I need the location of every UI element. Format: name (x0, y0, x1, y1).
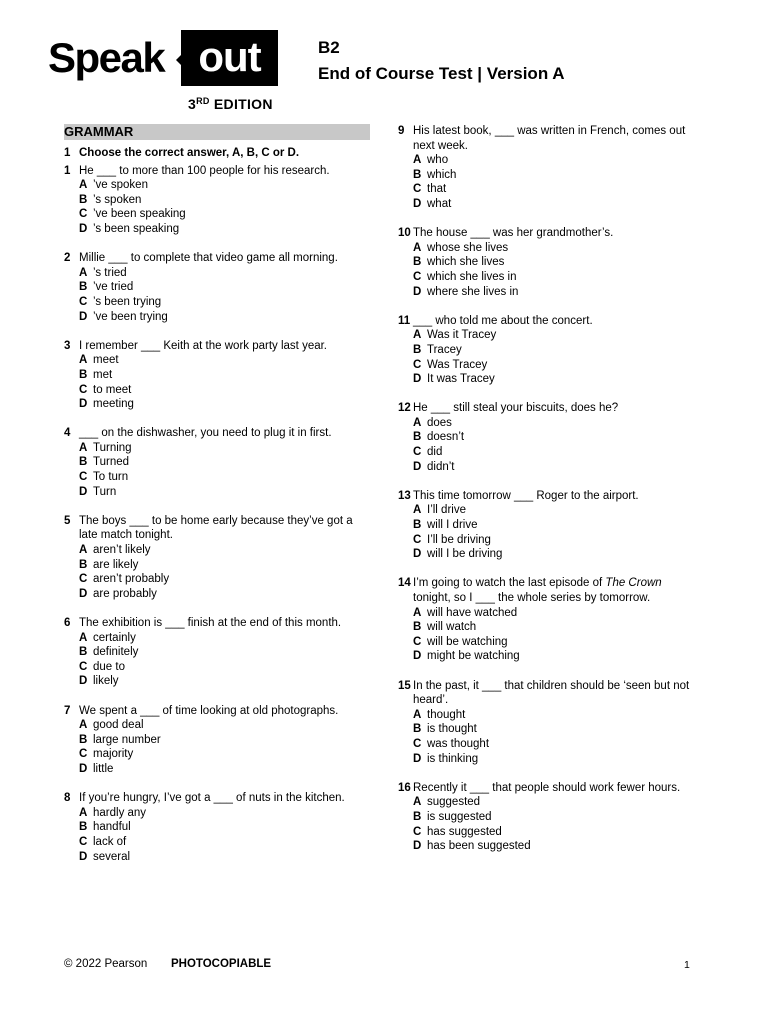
question-text: ___ on the dishwasher, you need to plug it in first. (79, 427, 332, 440)
option-letter: B (413, 343, 422, 356)
option-letter: C (79, 295, 88, 308)
answer-option-d (64, 674, 370, 689)
logo-speak-text: Speak (48, 34, 165, 81)
answer-option-a (398, 795, 698, 810)
answer-option-a (64, 631, 370, 646)
answer-option-b (398, 518, 698, 533)
answer-option-c (398, 358, 698, 373)
question-3 (64, 339, 370, 412)
answer-option-b (64, 645, 370, 660)
option-letter: A (79, 266, 88, 279)
question-text: ___ who told me about the concert. (413, 314, 593, 327)
option-text: good deal (93, 719, 144, 732)
option-letter: D (413, 548, 422, 561)
option-letter: C (413, 183, 422, 196)
option-letter: B (413, 723, 422, 736)
option-letter: C (79, 660, 88, 673)
option-text: didn’t (427, 460, 455, 473)
option-letter: A (413, 329, 422, 342)
instruction-text: Choose the correct answer, A, B, C or D. (79, 147, 300, 159)
answer-option-d (398, 649, 698, 664)
option-letter: A (413, 241, 422, 254)
answer-option-d (398, 547, 698, 562)
option-text: Was Tracey (427, 358, 488, 371)
answer-option-c (398, 270, 698, 285)
question-text: He ___ still steal your biscuits, does he? (413, 402, 619, 415)
option-text: whose she lives (427, 241, 509, 254)
option-letter: B (79, 281, 88, 294)
answer-option-d (64, 222, 370, 237)
question-number: 12 (398, 402, 411, 415)
option-letter: A (79, 719, 88, 732)
option-text: are probably (93, 587, 157, 600)
edition-word: EDITION (213, 96, 273, 112)
option-text: ’ve been speaking (93, 208, 186, 221)
option-text: will I be driving (427, 548, 503, 561)
option-letter: D (79, 762, 88, 775)
option-letter: A (79, 544, 88, 557)
question-10 (398, 226, 698, 299)
question-7 (64, 704, 370, 777)
option-letter: C (79, 573, 88, 586)
question-stem (64, 426, 370, 441)
question-text: In the past, it ___ that children should be ‘seen but not heard’. (413, 679, 690, 707)
question-stem (398, 489, 698, 504)
answer-option-c (64, 295, 370, 310)
logo-out-text: out (181, 30, 278, 86)
question-text-title: The Crown (605, 577, 662, 590)
question-4 (64, 426, 370, 499)
option-letter: B (413, 256, 422, 269)
answer-option-b (398, 620, 698, 635)
question-number: 1 (64, 164, 71, 177)
instruction (64, 146, 370, 161)
answer-option-d (398, 197, 698, 212)
answer-option-c (64, 747, 370, 762)
option-letter: C (79, 835, 88, 848)
option-letter: A (413, 416, 422, 429)
option-letter: B (79, 368, 88, 381)
option-text: meeting (93, 398, 134, 411)
answer-option-a (64, 718, 370, 733)
option-letter: A (413, 796, 422, 809)
answer-option-b (398, 810, 698, 825)
option-letter: B (79, 456, 88, 469)
option-letter: B (79, 646, 88, 659)
question-number: 11 (398, 314, 411, 327)
question-stem (64, 339, 370, 354)
edition-superscript: RD (196, 96, 210, 106)
option-text: who (427, 154, 449, 167)
question-14 (398, 576, 698, 664)
question-5 (64, 514, 370, 602)
option-text: will be watching (427, 635, 508, 648)
question-stem (398, 781, 698, 796)
answer-option-a (398, 708, 698, 723)
option-letter: D (413, 752, 422, 765)
question-stem (64, 251, 370, 266)
option-text: definitely (93, 646, 139, 659)
option-letter: D (413, 197, 422, 210)
answer-option-a (398, 503, 698, 518)
question-stem (398, 314, 698, 329)
option-text: ’ve tried (93, 281, 134, 294)
option-text: lack of (93, 835, 127, 848)
left-question-list (64, 164, 370, 865)
question-stem (64, 514, 370, 543)
option-text: where she lives in (427, 285, 519, 298)
answer-option-a (64, 266, 370, 281)
question-text-part: tonight, so I ___ the whole series by tomorrow. (413, 592, 651, 604)
option-text: does (427, 416, 452, 429)
answer-option-d (64, 850, 370, 865)
question-text (413, 576, 698, 605)
option-letter: C (413, 533, 422, 546)
option-text: did (427, 446, 443, 459)
option-text: To turn (93, 471, 129, 484)
option-text: is thought (427, 723, 477, 736)
section-heading: GRAMMAR (64, 124, 370, 140)
question-stem (398, 124, 698, 153)
answer-option-c (398, 445, 698, 460)
answer-option-a (398, 416, 698, 431)
option-text: It was Tracey (427, 373, 495, 386)
question-number: 9 (398, 125, 405, 137)
option-letter: D (79, 222, 88, 235)
option-letter: D (413, 285, 422, 298)
option-letter: B (413, 168, 422, 181)
question-6 (64, 616, 370, 689)
question-stem (64, 791, 370, 806)
option-letter: C (79, 471, 88, 484)
answer-option-b (64, 280, 370, 295)
option-letter: B (79, 558, 88, 571)
right-column (398, 124, 698, 868)
speakout-logo (48, 30, 280, 110)
question-stem (64, 164, 370, 179)
question-stem (398, 679, 698, 708)
option-text: that (427, 183, 447, 196)
answer-option-d (64, 762, 370, 777)
answer-option-a (398, 328, 698, 343)
option-letter: C (413, 358, 422, 371)
option-letter: D (413, 840, 422, 853)
footer-photocopiable: PHOTOCOPIABLE (171, 958, 272, 970)
test-title: End of Course Test | Version A (318, 64, 565, 83)
option-letter: C (413, 270, 422, 283)
option-text: doesn’t (427, 431, 465, 444)
option-text: aren’t likely (93, 544, 151, 557)
option-letter: D (79, 398, 88, 411)
option-text: which she lives (427, 256, 505, 269)
answer-option-b (64, 193, 370, 208)
option-letter: A (413, 154, 422, 167)
option-letter: A (79, 441, 88, 454)
question-text: The house ___ was her grandmother’s. (413, 227, 614, 240)
option-text: ’s spoken (93, 193, 142, 206)
option-text: Tracey (427, 343, 462, 356)
question-9 (398, 124, 698, 212)
answer-option-b (64, 820, 370, 835)
question-11 (398, 314, 698, 387)
option-text: majority (93, 748, 134, 761)
option-letter: C (413, 446, 422, 459)
question-stem (398, 576, 698, 605)
question-stem (64, 704, 370, 719)
question-number: 4 (64, 427, 71, 440)
question-15 (398, 679, 698, 767)
question-number: 8 (64, 792, 71, 805)
option-letter: A (413, 504, 422, 517)
option-letter: D (79, 850, 88, 863)
answer-option-d (64, 587, 370, 602)
answer-option-c (64, 572, 370, 587)
answer-option-c (398, 737, 698, 752)
question-number: 7 (64, 704, 71, 717)
question-text: The exhibition is ___ finish at the end of this month. (79, 617, 342, 629)
option-text: Was it Tracey (427, 329, 497, 342)
question-number: 10 (398, 227, 411, 240)
option-text: Turn (93, 485, 117, 498)
question-stem (398, 226, 698, 241)
question-text: The boys ___ to be home early because they’ve got a late match tonight. (79, 514, 353, 542)
answer-option-a (64, 543, 370, 558)
answer-option-b (398, 255, 698, 270)
answer-option-a (398, 241, 698, 256)
footer-copyright: © 2022 Pearson (64, 958, 148, 970)
question-number: 5 (64, 514, 71, 527)
answer-option-b (398, 430, 698, 445)
question-text: Recently it ___ that people should work fewer hours. (413, 781, 681, 794)
answer-option-c (64, 207, 370, 222)
question-text: He ___ to more than 100 people for his research. (79, 164, 330, 177)
answer-option-a (64, 806, 370, 821)
question-number: 6 (64, 617, 71, 629)
option-text: meet (93, 354, 119, 367)
option-letter: C (413, 635, 422, 648)
option-letter: B (79, 733, 88, 746)
answer-option-c (398, 635, 698, 650)
option-text: aren’t probably (93, 573, 170, 586)
option-letter: D (79, 675, 88, 688)
question-stem (398, 401, 698, 416)
answer-option-b (398, 168, 698, 183)
right-question-list (398, 124, 698, 854)
option-text: Turning (93, 441, 132, 454)
option-letter: C (413, 825, 422, 838)
option-text: I’ll drive (427, 504, 466, 517)
option-text: met (93, 368, 113, 381)
option-letter: D (79, 485, 88, 498)
option-letter: B (79, 193, 88, 206)
option-text: has suggested (427, 825, 502, 838)
option-text: is suggested (427, 810, 492, 823)
answer-option-b (64, 733, 370, 748)
option-text: ’ve been trying (93, 310, 168, 323)
question-13 (398, 489, 698, 562)
page-number: 1 (684, 959, 690, 971)
option-text: ’s been trying (93, 295, 162, 308)
option-letter: D (79, 587, 88, 600)
option-letter: C (79, 208, 88, 221)
option-text: was thought (427, 737, 490, 750)
option-text: has been suggested (427, 840, 531, 853)
option-letter: B (413, 810, 422, 823)
option-letter: C (413, 737, 422, 750)
option-text: certainly (93, 631, 136, 644)
question-text: We spent a ___ of time looking at old photographs. (79, 704, 339, 717)
option-letter: D (413, 650, 422, 663)
answer-option-a (64, 353, 370, 368)
option-text: will have watched (427, 606, 518, 619)
option-text: which (427, 168, 457, 181)
answer-option-b (398, 343, 698, 358)
option-text: thought (427, 708, 466, 721)
option-text: likely (93, 675, 119, 688)
option-letter: A (79, 179, 88, 192)
question-number: 2 (64, 252, 71, 265)
option-text: Turned (93, 456, 130, 469)
question-stem (64, 616, 370, 631)
answer-option-c (398, 825, 698, 840)
question-1 (64, 164, 370, 237)
option-letter: A (79, 354, 88, 367)
option-letter: D (413, 460, 422, 473)
option-letter: D (413, 373, 422, 386)
option-letter: B (413, 431, 422, 444)
question-12 (398, 401, 698, 474)
instruction-number: 1 (64, 147, 71, 159)
answer-option-d (398, 839, 698, 854)
answer-option-d (64, 310, 370, 325)
option-letter: B (413, 519, 422, 532)
answer-option-c (64, 660, 370, 675)
answer-option-c (64, 835, 370, 850)
answer-option-a (64, 178, 370, 193)
option-letter: B (413, 621, 422, 634)
option-letter: C (79, 748, 88, 761)
question-2 (64, 251, 370, 324)
option-text: large number (93, 733, 161, 746)
option-letter: D (79, 310, 88, 323)
answer-option-a (398, 153, 698, 168)
answer-option-d (398, 285, 698, 300)
answer-option-d (398, 752, 698, 767)
option-text: to meet (93, 383, 132, 396)
answer-option-b (64, 368, 370, 383)
logo-edition (188, 92, 273, 113)
option-text: little (93, 762, 114, 775)
question-number: 15 (398, 679, 411, 692)
answer-option-c (64, 470, 370, 485)
option-text: I’ll be driving (427, 533, 491, 546)
level-label: B2 (318, 38, 340, 57)
option-text: ’s tried (93, 266, 127, 279)
answer-option-c (398, 533, 698, 548)
answer-option-c (64, 383, 370, 398)
answer-option-d (398, 372, 698, 387)
answer-option-c (398, 182, 698, 197)
question-number: 14 (398, 577, 411, 590)
option-text: which she lives in (427, 270, 517, 283)
option-letter: C (79, 383, 88, 396)
answer-option-b (64, 455, 370, 470)
option-text: ’s been speaking (93, 222, 180, 235)
question-number: 3 (64, 339, 71, 352)
question-8 (64, 791, 370, 864)
question-number: 16 (398, 781, 411, 794)
left-column (64, 124, 370, 879)
option-text: will watch (427, 621, 477, 634)
option-text: hardly any (93, 806, 147, 819)
edition-number: 3 (188, 96, 197, 112)
option-letter: A (79, 806, 88, 819)
question-number: 13 (398, 489, 411, 502)
answer-option-b (398, 722, 698, 737)
option-text: might be watching (427, 650, 520, 663)
answer-option-d (64, 397, 370, 412)
option-text: ’ve spoken (93, 179, 148, 192)
answer-option-d (398, 460, 698, 475)
question-text: His latest book, ___ was written in French, comes out next week. (413, 125, 686, 152)
question-text: Millie ___ to complete that video game all morning. (79, 252, 338, 265)
question-text: If you’re hungry, I’ve got a ___ of nuts in the kitchen. (79, 792, 345, 805)
option-text: several (93, 850, 131, 863)
option-text: handful (93, 821, 131, 834)
question-text: This time tomorrow ___ Roger to the airport. (413, 489, 639, 502)
answer-option-d (64, 485, 370, 500)
option-text: will I drive (427, 519, 478, 532)
question-text-part: I’m going to watch the last episode of (413, 577, 606, 590)
option-letter: A (79, 631, 88, 644)
option-text: is thinking (427, 752, 479, 765)
question-16 (398, 781, 698, 854)
option-text: due to (93, 660, 125, 673)
option-text: what (427, 197, 452, 210)
answer-option-b (64, 558, 370, 573)
answer-option-a (398, 606, 698, 621)
option-letter: A (413, 606, 422, 619)
answer-option-a (64, 441, 370, 456)
option-text: suggested (427, 796, 481, 809)
option-letter: A (413, 708, 422, 721)
option-letter: B (79, 821, 88, 834)
question-text: I remember ___ Keith at the work party last year. (79, 339, 328, 352)
option-text: are likely (93, 558, 139, 571)
